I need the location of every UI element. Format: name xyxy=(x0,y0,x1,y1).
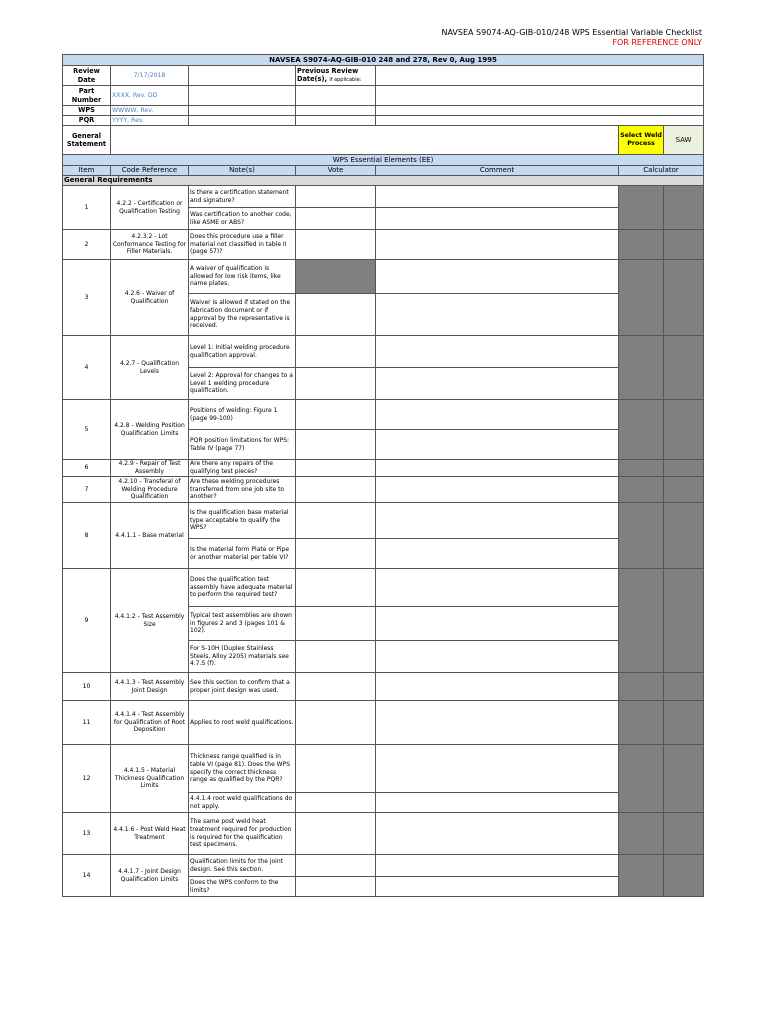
vote-cell xyxy=(296,260,376,294)
vote-cell[interactable] xyxy=(296,186,376,208)
vote-cell[interactable] xyxy=(296,607,376,641)
code-reference: 4.2.8 - Welding Position Qualification Limits xyxy=(111,400,189,460)
general-statement-field[interactable] xyxy=(111,126,619,155)
vote-cell[interactable] xyxy=(296,855,376,877)
part-number-label: Part Number xyxy=(63,86,111,106)
comment-cell[interactable] xyxy=(376,793,619,813)
note-text: Typical test assemblies are shown in figures 2 and 3 (pages 101 & 102). xyxy=(189,607,296,641)
vote-cell[interactable] xyxy=(296,539,376,569)
part-number-extra[interactable] xyxy=(189,86,296,106)
comment-cell[interactable] xyxy=(376,503,619,539)
vote-cell[interactable] xyxy=(296,569,376,607)
calculator-cell-a xyxy=(619,400,664,460)
group-title: General Requirements xyxy=(63,176,704,186)
code-reference: 4.4.1.5 - Material Thickness Qualification Limits xyxy=(111,745,189,813)
vote-cell[interactable] xyxy=(296,368,376,400)
part-number-blank-2 xyxy=(376,86,704,106)
calculator-cell-b xyxy=(664,855,704,897)
wps-extra[interactable] xyxy=(189,106,296,116)
note-text: Positions of welding: Figure 1 (page 99-100) xyxy=(189,400,296,430)
col-header-calculator: Calculator xyxy=(619,166,704,176)
item-number: 10 xyxy=(63,673,111,701)
calculator-cell-a xyxy=(619,460,664,477)
calculator-cell-b xyxy=(664,503,704,569)
note-text: Waiver is allowed if stated on the fabrication document or if approval by the representative is received. xyxy=(189,294,296,336)
table-row xyxy=(63,477,704,503)
select-process-label: Select Weld Process xyxy=(619,126,664,155)
comment-cell[interactable] xyxy=(376,607,619,641)
prev-review-label xyxy=(296,66,376,86)
calculator-cell-a xyxy=(619,813,664,855)
wps-blank xyxy=(296,106,376,116)
note-text: Does the qualification test assembly have adequate material to perform the required test? xyxy=(189,569,296,607)
calculator-cell-b xyxy=(664,230,704,260)
calculator-cell-b xyxy=(664,400,704,460)
comment-cell[interactable] xyxy=(376,430,619,460)
note-text: Is there a certification statement and signature? xyxy=(189,186,296,208)
comment-cell[interactable] xyxy=(376,539,619,569)
item-number: 4 xyxy=(63,336,111,400)
comment-cell[interactable] xyxy=(376,673,619,701)
general-statement-label: General Statement xyxy=(63,126,111,155)
code-reference: 4.2.3.2 - Lot Conformance Testing for Filler Materials. xyxy=(111,230,189,260)
note-text: The same post weld heat treatment required for production is required for the qualification test specimens. xyxy=(189,813,296,855)
vote-cell[interactable] xyxy=(296,477,376,503)
vote-cell[interactable] xyxy=(296,641,376,673)
table-row xyxy=(63,503,704,539)
weld-process-select[interactable]: SAW xyxy=(664,126,704,155)
note-text: Are these welding procedures transferred from one job site to another? xyxy=(189,477,296,503)
table-row xyxy=(63,230,704,260)
comment-cell[interactable] xyxy=(376,294,619,336)
vote-cell[interactable] xyxy=(296,701,376,745)
wps-field[interactable]: WWWW, Rev. xyxy=(111,106,189,116)
part-number-field[interactable]: XXXX, Rev. DD xyxy=(111,86,189,106)
comment-cell[interactable] xyxy=(376,569,619,607)
vote-cell[interactable] xyxy=(296,460,376,477)
calculator-cell-a xyxy=(619,569,664,673)
calculator-cell-a xyxy=(619,477,664,503)
calculator-cell-b xyxy=(664,460,704,477)
note-text: Does this procedure use a filler material not classified in table II (page 57)? xyxy=(189,230,296,260)
comment-cell[interactable] xyxy=(376,260,619,294)
pqr-blank xyxy=(296,116,376,126)
note-text: Is the material form Plate or Pipe or another material per table VI? xyxy=(189,539,296,569)
table-row xyxy=(63,813,704,855)
comment-cell[interactable] xyxy=(376,477,619,503)
item-number: 13 xyxy=(63,813,111,855)
note-text: Thickness range qualified is in table VI (page 81). Does the WPS specify the correct thickness range as qualified by the PQR? xyxy=(189,745,296,793)
comment-cell[interactable] xyxy=(376,641,619,673)
vote-cell[interactable] xyxy=(296,813,376,855)
calculator-cell-a xyxy=(619,260,664,336)
note-text: 4.4.1.4 root weld qualifications do not apply. xyxy=(189,793,296,813)
note-text: See this section to confirm that a proper joint design was used. xyxy=(189,673,296,701)
note-text: Level 2: Approval for changes to a Level 1 welding procedure qualification. xyxy=(189,368,296,400)
code-reference: 4.4.1.2 - Test Assembly Size xyxy=(111,569,189,673)
prev-review-field[interactable] xyxy=(376,66,704,86)
item-number: 2 xyxy=(63,230,111,260)
comment-cell[interactable] xyxy=(376,855,619,877)
calculator-cell-b xyxy=(664,569,704,673)
comment-cell[interactable] xyxy=(376,186,619,208)
form-title: NAVSEA S9074-AQ-GIB-010 248 and 278, Rev 0, Aug 1995 xyxy=(63,55,704,66)
vote-cell[interactable] xyxy=(296,208,376,230)
table-row xyxy=(63,460,704,477)
calculator-cell-b xyxy=(664,673,704,701)
note-text: Does the WPS conform to the limits? xyxy=(189,877,296,897)
table-row xyxy=(63,400,704,430)
code-reference: 4.4.1.4 - Test Assembly for Qualification of Root Deposition xyxy=(111,701,189,745)
calculator-cell-a xyxy=(619,701,664,745)
code-reference: 4.2.6 - Waiver of Qualification xyxy=(111,260,189,336)
calculator-cell-b xyxy=(664,701,704,745)
vote-cell[interactable] xyxy=(296,745,376,793)
vote-cell[interactable] xyxy=(296,503,376,539)
reference-note: FOR REFERENCE ONLY xyxy=(612,38,702,47)
col-header-code: Code Reference xyxy=(111,166,189,176)
calculator-cell-b xyxy=(664,477,704,503)
note-text: A waiver of qualification is allowed for low risk items, like name plates. xyxy=(189,260,296,294)
col-header-vote: Vote xyxy=(296,166,376,176)
calculator-cell-a xyxy=(619,503,664,569)
comment-cell[interactable] xyxy=(376,701,619,745)
comment-cell[interactable] xyxy=(376,336,619,368)
comment-cell[interactable] xyxy=(376,813,619,855)
review-date-field[interactable]: 7/17/2018 xyxy=(111,66,189,86)
item-number: 3 xyxy=(63,260,111,336)
note-text: Level 1: Initial welding procedure qualification approval. xyxy=(189,336,296,368)
note-text: Is the qualification base material type acceptable to qualify the WPS? xyxy=(189,503,296,539)
item-number: 5 xyxy=(63,400,111,460)
note-text: Qualification limits for the joint design. See this section. xyxy=(189,855,296,877)
comment-cell[interactable] xyxy=(376,208,619,230)
calculator-cell-a xyxy=(619,336,664,400)
section-title: WPS Essential Elements (EE) xyxy=(63,155,704,166)
code-reference: 4.2.10 - Transferal of Welding Procedure Qualification xyxy=(111,477,189,503)
table-row xyxy=(63,745,704,793)
comment-cell[interactable] xyxy=(376,400,619,430)
col-header-notes: Note(s) xyxy=(189,166,296,176)
item-number: 7 xyxy=(63,477,111,503)
table-row xyxy=(63,260,704,294)
table-row xyxy=(63,701,704,745)
calculator-cell-a xyxy=(619,186,664,230)
col-header-comment: Comment xyxy=(376,166,619,176)
prev-review-label-text: Previous Review Date(s), xyxy=(297,67,359,84)
table-row xyxy=(63,186,704,208)
prev-review-note: if applicable: xyxy=(329,77,362,84)
code-reference: 4.4.1.6 - Post Weld Heat Treatment xyxy=(111,813,189,855)
note-text: Was certification to another code, like ASME or ABS? xyxy=(189,208,296,230)
calculator-cell-b xyxy=(664,260,704,336)
item-number: 8 xyxy=(63,503,111,569)
wps-label: WPS xyxy=(63,106,111,116)
table-row xyxy=(63,855,704,877)
comment-cell[interactable] xyxy=(376,745,619,793)
calculator-cell-a xyxy=(619,673,664,701)
document-title: NAVSEA S9074-AQ-GIB-010/248 WPS Essential Variable Checklist xyxy=(441,28,702,37)
code-reference: 4.4.1.3 - Test Assembly Joint Design xyxy=(111,673,189,701)
calculator-cell-b xyxy=(664,745,704,813)
vote-cell[interactable] xyxy=(296,230,376,260)
vote-cell[interactable] xyxy=(296,793,376,813)
item-number: 11 xyxy=(63,701,111,745)
item-number: 12 xyxy=(63,745,111,813)
calculator-cell-a xyxy=(619,230,664,260)
code-reference: 4.4.1.1 - Base material xyxy=(111,503,189,569)
vote-cell[interactable] xyxy=(296,294,376,336)
note-text: PQR position limitations for WPS: Table IV (page 77) xyxy=(189,430,296,460)
table-row xyxy=(63,336,704,368)
review-date-extra[interactable] xyxy=(189,66,296,86)
item-number: 9 xyxy=(63,569,111,673)
pqr-extra[interactable] xyxy=(189,116,296,126)
code-reference: 4.4.1.7 - Joint Design Qualification Limits xyxy=(111,855,189,897)
pqr-field[interactable]: YYYY, Rev. xyxy=(111,116,189,126)
note-text: For S-10H (Duplex Stainless Steels, Alloy 2205) materials see 4.7.5 (f). xyxy=(189,641,296,673)
item-number: 1 xyxy=(63,186,111,230)
vote-cell[interactable] xyxy=(296,336,376,368)
pqr-label: PQR xyxy=(63,116,111,126)
part-number-blank xyxy=(296,86,376,106)
comment-cell[interactable] xyxy=(376,460,619,477)
code-reference: 4.2.9 - Repair of Test Assembly xyxy=(111,460,189,477)
calculator-cell-b xyxy=(664,336,704,400)
vote-cell[interactable] xyxy=(296,877,376,897)
code-reference: 4.2.2 - Certification or Qualification Testing xyxy=(111,186,189,230)
calculator-cell-b xyxy=(664,186,704,230)
pqr-blank-2 xyxy=(376,116,704,126)
table-row xyxy=(63,569,704,607)
vote-cell[interactable] xyxy=(296,430,376,460)
table-row xyxy=(63,673,704,701)
code-reference: 4.2.7 - Qualification Levels xyxy=(111,336,189,400)
vote-cell[interactable] xyxy=(296,400,376,430)
calculator-cell-a xyxy=(619,745,664,813)
wps-blank-2 xyxy=(376,106,704,116)
calculator-cell-a xyxy=(619,855,664,897)
checklist-table xyxy=(62,54,704,897)
calculator-cell-b xyxy=(664,813,704,855)
comment-cell[interactable] xyxy=(376,368,619,400)
review-date-label: Review Date xyxy=(63,66,111,86)
comment-cell[interactable] xyxy=(376,230,619,260)
col-header-item: Item xyxy=(63,166,111,176)
item-number: 6 xyxy=(63,460,111,477)
vote-cell[interactable] xyxy=(296,673,376,701)
item-number: 14 xyxy=(63,855,111,897)
note-text: Applies to root weld qualifications. xyxy=(189,701,296,745)
comment-cell[interactable] xyxy=(376,877,619,897)
note-text: Are there any repairs of the qualifying test pieces? xyxy=(189,460,296,477)
